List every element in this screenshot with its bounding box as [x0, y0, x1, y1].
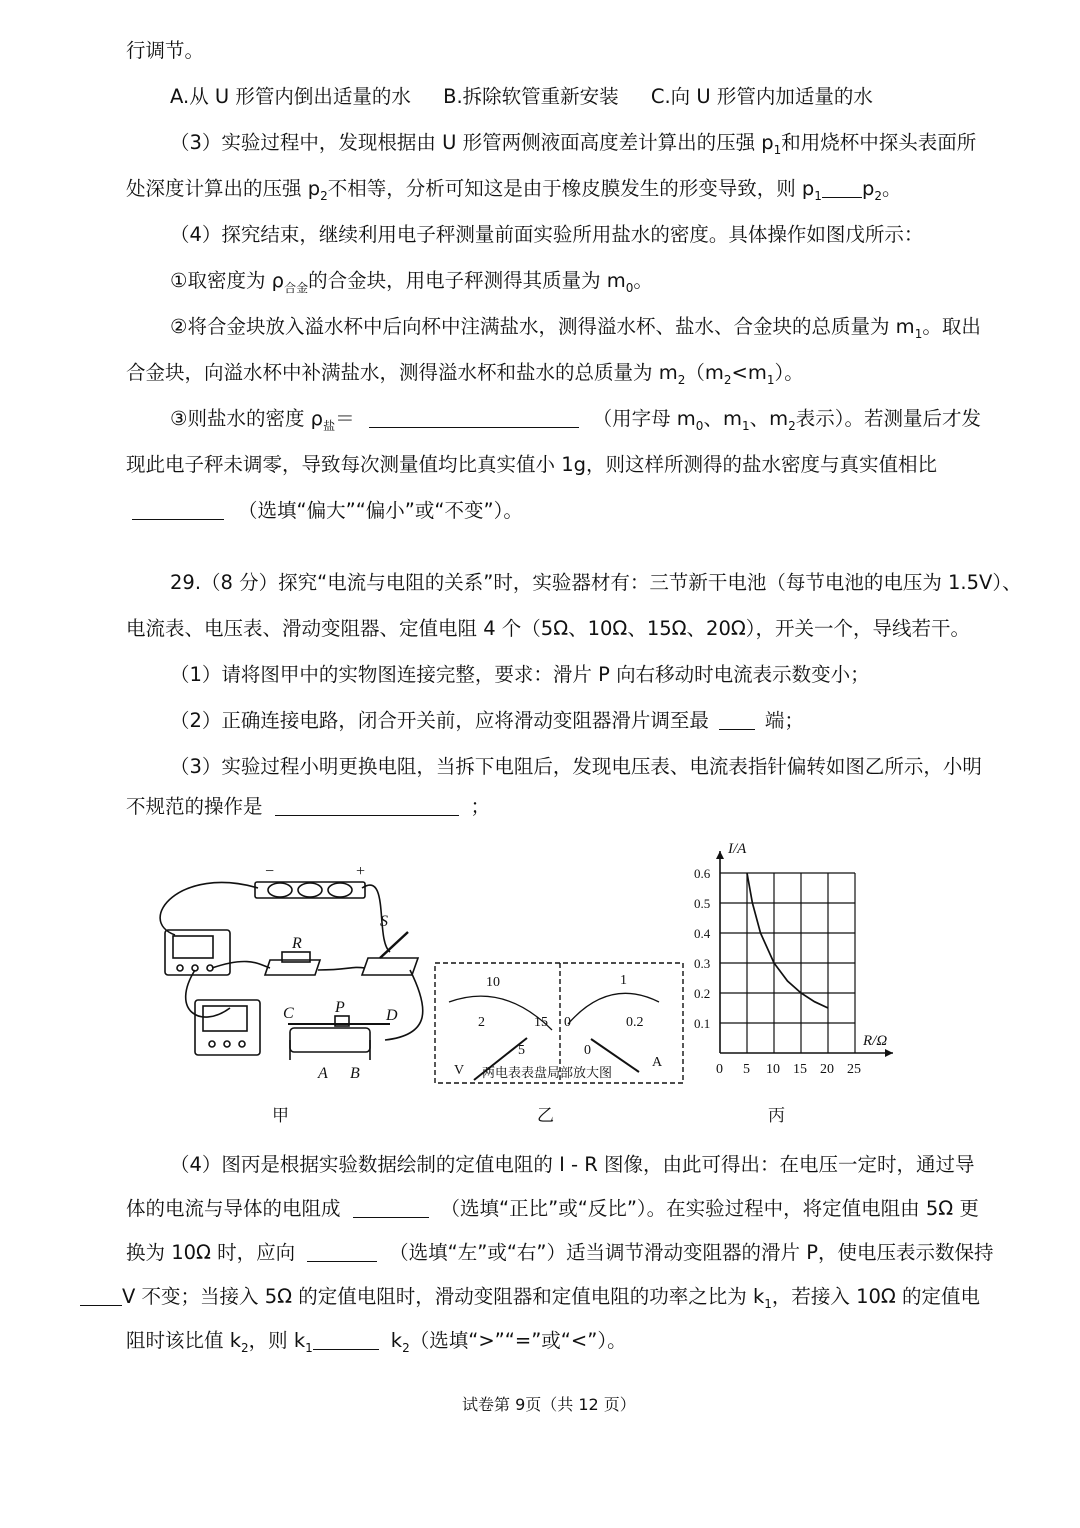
y-tick-label: 0.1 [694, 1016, 711, 1031]
rheostat-coil [290, 1028, 370, 1052]
ammeter-scale [568, 993, 659, 1024]
option-a: A.从 U 形管内倒出适量的水 [170, 85, 411, 108]
figure-bing [690, 838, 920, 1090]
answer-blank[interactable] [353, 1197, 429, 1218]
v-tick-15: 15 [534, 1015, 548, 1030]
wire [385, 970, 423, 1040]
x-tick-label: 15 [793, 1062, 807, 1077]
text-line: 体的电流与导体的电阻成 （选填“正比”或“反比”）。在实验过程中，将定值电阻由 5Ω 更 [126, 1197, 979, 1220]
text-line: 不规范的操作是 ； [126, 795, 491, 818]
text-line: （选填“偏大”“偏小”或“不变”）。 [132, 498, 1080, 524]
a-tick-1: 1 [620, 973, 627, 988]
wire [212, 961, 270, 968]
x-tick-label: 0 [716, 1062, 723, 1077]
text-line: ①取密度为 $\rho_{合金}$的合金块，用电子秤测得其质量为 $m_0$。 [170, 269, 653, 295]
label-p: P [335, 999, 345, 1016]
text-line: ③则盐水的密度 $\rho_盐=$ （用字母 $m_0$、$m_1$、$m_2$表示）。若测量后才发 [170, 407, 981, 433]
text-line: （1）请将图甲中的实物图连接完整，要求：滑片 P 向右移动时电流表示数变小； [170, 663, 870, 686]
y-tick-label: 0.2 [694, 986, 711, 1001]
y-tick-label: 0.4 [694, 926, 711, 941]
label-plus: + [355, 863, 366, 880]
label-b: B [350, 1065, 360, 1082]
answer-blank[interactable] [307, 1241, 377, 1262]
x-tick-label: 10 [766, 1062, 780, 1077]
switch-base [362, 958, 418, 975]
answer-blank[interactable] [80, 1285, 122, 1306]
x-tick-label: 25 [847, 1062, 861, 1077]
text-line: 现此电子秤未调零，导致每次测量值均比真实值小 1g，则这样所测得的盐水密度与真实值相比 [126, 453, 937, 476]
caption-yi: 乙 [537, 1106, 554, 1126]
text-line: 处深度计算出的压强 $p_2$不相等，分析可知这是由于橡皮膜发生的形变导致，则 $p_1$ $p_2$。 [126, 177, 902, 203]
v-tick-10: 10 [486, 975, 500, 990]
answer-blank[interactable] [719, 709, 755, 730]
wire [186, 970, 230, 1017]
label-d: D [386, 1007, 398, 1024]
page-footer: 试卷第 9页（共 12 页） [462, 1395, 636, 1414]
text-line: （2）正确连接电路，闭合开关前，应将滑动变阻器滑片调至最 端； [170, 709, 804, 732]
ammeter-dial [173, 936, 213, 958]
wire [318, 967, 365, 970]
y-tick-label: 0.3 [694, 956, 711, 971]
a-tick-0b: 0 [584, 1043, 591, 1058]
ir-chart [690, 838, 920, 1090]
answer-blank[interactable] [822, 177, 862, 198]
text-line: （4）图丙是根据实验数据绘制的定值电阻的 I - R 图像，由此可得出：在电压一定时，通过导 [170, 1153, 975, 1176]
label-s: S [380, 913, 388, 930]
dial-note: 两电表表盘局部放大图 [482, 1065, 613, 1080]
label-a: A [318, 1065, 328, 1082]
text-line: 换为 10Ω 时，应向 （选填“左”或“右”）适当调节滑动变阻器的滑片 P，使电压表示数保持 [126, 1241, 994, 1264]
text-line: 行调节。 [126, 39, 205, 62]
figure-jia [140, 860, 430, 1095]
wire [160, 882, 258, 935]
label-r: R [292, 935, 302, 952]
caption-bing: 丙 [768, 1106, 785, 1126]
circuit-drawing [140, 860, 430, 1095]
v-unit: V [454, 1063, 465, 1078]
text-line: 合金块，向溢水杯中补满盐水，测得溢水杯和盐水的总质量为 $m_2(m_2<m_1)$。 [126, 361, 804, 387]
x-tick-label: 5 [743, 1062, 750, 1077]
ir-curve [747, 873, 828, 1008]
voltmeter-dial [203, 1006, 247, 1031]
option-b: B.拆除软管重新安装 [443, 85, 619, 108]
answer-blank[interactable] [132, 499, 224, 520]
x-axis-arrow [885, 1049, 893, 1057]
question-29: 29.（8 分）探究“电流与电阻的关系”时，实验器材有：三节新干电池（每节电池的电压为 1.5V）、 [170, 571, 1022, 594]
a-tick-0-2: 0.2 [626, 1015, 644, 1030]
answer-blank[interactable] [369, 407, 579, 428]
label-minus: − [264, 863, 275, 880]
caption-jia: 甲 [272, 1106, 289, 1126]
v-tick-2: 2 [478, 1015, 485, 1030]
option-c: C.向 U 形管内加适量的水 [650, 85, 873, 108]
y-tick-label: 0.5 [694, 896, 711, 911]
text-line: 阻时该比值 $k_2$，则 $k_1$ $k_2$（选填“>”“=”或“<”）。 [126, 1329, 627, 1355]
text-line: V 不变；当接入 5Ω 的定值电阻时，滑动变阻器和定值电阻的功率之比为 $k_1$，若接入 10Ω 的定值电 [80, 1284, 1080, 1317]
x-tick-label: 20 [820, 1062, 834, 1077]
options-line [170, 84, 1080, 110]
text-line: （3）实验过程中，发现根据由 U 形管两侧液面高度差计算出的压强 $p_1$和用烧杯中探头表面所 [170, 131, 977, 157]
meter-dials [434, 962, 684, 1084]
answer-blank[interactable] [313, 1329, 379, 1350]
text-line: （3）实验过程小明更换电阻，当拆下电阻后，发现电压表、电流表指针偏转如图乙所示，小明 [170, 755, 982, 778]
answer-blank[interactable] [275, 795, 459, 816]
v-tick-5: 5 [518, 1043, 525, 1058]
x-axis-label: R/Ω [863, 1033, 888, 1049]
a-unit: A [652, 1055, 663, 1070]
text-line: ②将合金块放入溢水杯中后向杯中注满盐水，测得溢水杯、盐水、合金块的总质量为 $m_1$。取出 [170, 315, 981, 341]
figure-yi [434, 962, 684, 1084]
label-c: C [283, 1005, 294, 1022]
text-line: 电流表、电压表、滑动变阻器、定值电阻 4 个（5Ω、10Ω、15Ω、20Ω），开关一个，导线若干。 [126, 617, 971, 640]
text-line: （4）探究结束，继续利用电子秤测量前面实验所用盐水的密度。具体操作如图戊所示： [170, 223, 924, 246]
a-tick-0: 0 [564, 1015, 571, 1030]
y-tick-label: 0.6 [694, 866, 711, 881]
y-axis-arrow [716, 851, 724, 859]
y-axis-label: I/A [728, 841, 747, 857]
